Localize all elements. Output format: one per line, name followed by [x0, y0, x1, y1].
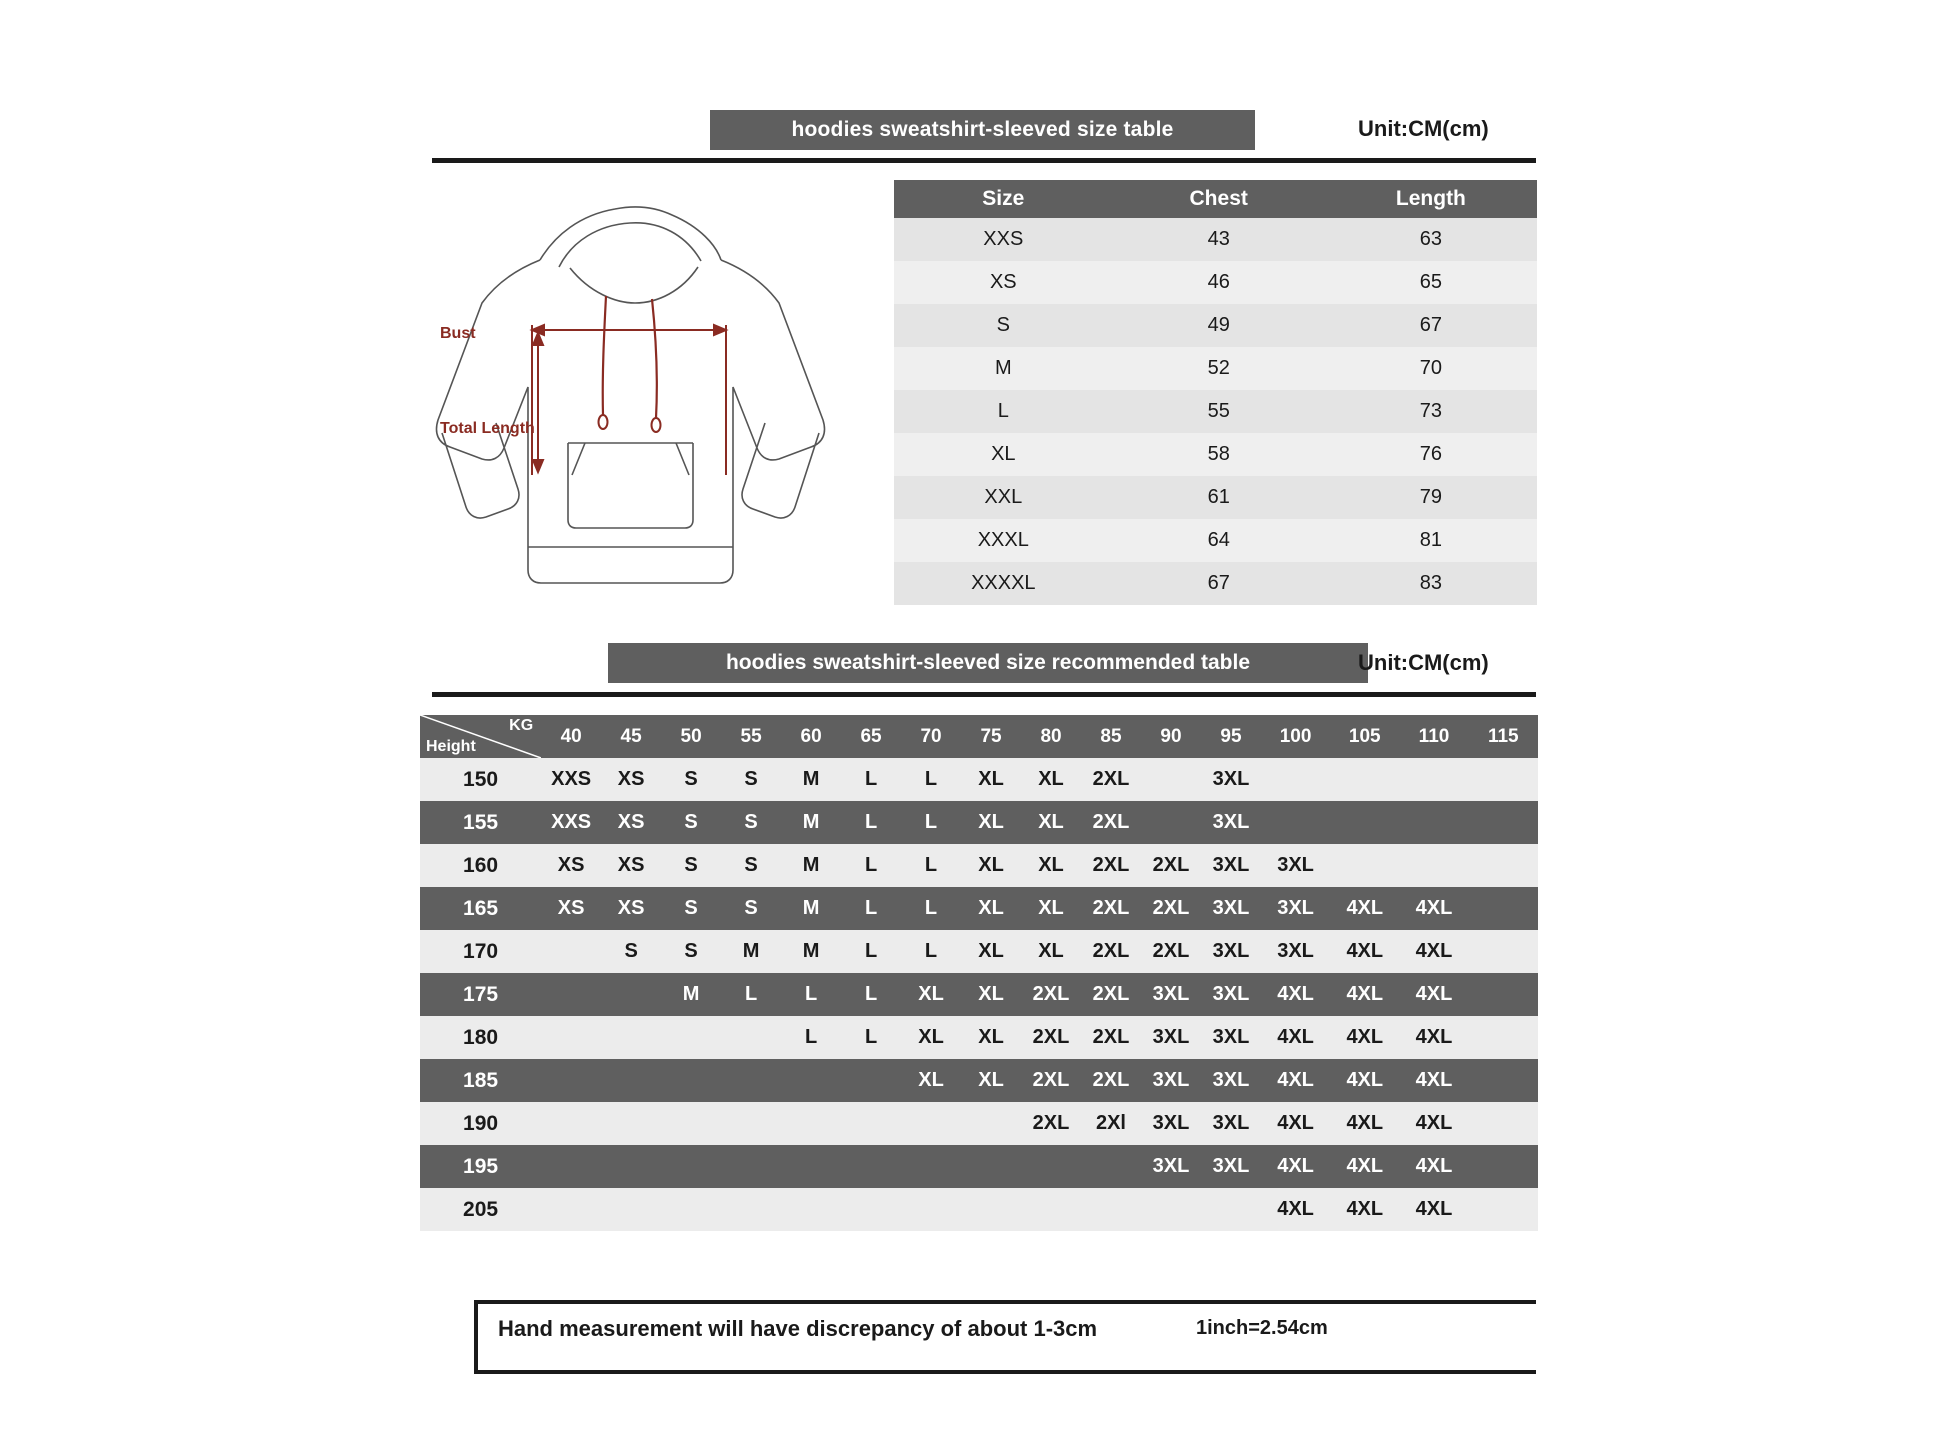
size-cell: XS: [541, 887, 601, 930]
size-cell: 2Xl: [1081, 1102, 1141, 1145]
weight-header: 60: [781, 715, 841, 758]
height-cell: 155: [420, 801, 541, 844]
size-cell: XS: [601, 844, 661, 887]
size-cell: 2XL: [1081, 930, 1141, 973]
kg-axis-label: KG: [509, 717, 534, 734]
size-cell: [781, 1188, 841, 1231]
cell-size: S: [894, 304, 1113, 347]
size-cell: 4XL: [1330, 1188, 1399, 1231]
weight-header: 90: [1141, 715, 1201, 758]
table-row: [894, 304, 1537, 347]
cell-length: 83: [1325, 562, 1537, 605]
size-cell: 2XL: [1021, 1016, 1081, 1059]
size-cell: [1201, 1188, 1261, 1231]
size-cell: 2XL: [1141, 887, 1201, 930]
size-cell: [1330, 844, 1399, 887]
cell-size: XXXXL: [894, 562, 1113, 605]
size-cell: 4XL: [1330, 973, 1399, 1016]
size-cell: L: [721, 973, 781, 1016]
total-length-label: Total Length: [440, 420, 535, 437]
size-cell: 4XL: [1261, 973, 1330, 1016]
size-cell: S: [661, 844, 721, 887]
size-cell: 3XL: [1201, 758, 1261, 801]
cell-size: XS: [894, 261, 1113, 304]
height-cell: 190: [420, 1102, 541, 1145]
height-cell: 175: [420, 973, 541, 1016]
size-cell: S: [661, 801, 721, 844]
size-cell: [1399, 758, 1468, 801]
size-cell: 3XL: [1261, 844, 1330, 887]
size-cell: S: [661, 758, 721, 801]
size-cell: [841, 1145, 901, 1188]
size-cell: 2XL: [1081, 887, 1141, 930]
recommended-table-title: hoodies sweatshirt-sleeved size recommended table: [725, 651, 1250, 674]
size-cell: [1399, 801, 1468, 844]
size-cell: L: [901, 801, 961, 844]
recommended-size-table: [420, 715, 1538, 1231]
size-cell: 4XL: [1399, 973, 1468, 1016]
weight-header: 70: [901, 715, 961, 758]
size-table-title: hoodies sweatshirt-sleeved size table: [791, 118, 1174, 141]
size-cell: [1399, 844, 1468, 887]
size-cell: 2XL: [1141, 844, 1201, 887]
size-cell: 2XL: [1081, 758, 1141, 801]
cell-chest: 61: [1113, 476, 1325, 519]
cell-size: XXXL: [894, 519, 1113, 562]
divider-middle: [432, 692, 1536, 697]
table-row: [420, 930, 1538, 973]
divider-top: [432, 158, 1536, 163]
size-cell: 3XL: [1141, 1145, 1201, 1188]
size-cell: 3XL: [1201, 1016, 1261, 1059]
weight-header: 110: [1399, 715, 1468, 758]
size-cell: XL: [961, 887, 1021, 930]
weight-header: 45: [601, 715, 661, 758]
table-row: [420, 1016, 1538, 1059]
size-cell: [1021, 1188, 1081, 1231]
height-cell: 180: [420, 1016, 541, 1059]
table-row: [420, 973, 1538, 1016]
size-cell: [1469, 1145, 1538, 1188]
size-cell: XL: [961, 1016, 1021, 1059]
size-table: [894, 180, 1537, 605]
size-cell: 4XL: [1399, 887, 1468, 930]
size-cell: [721, 1188, 781, 1231]
size-cell: [601, 1188, 661, 1231]
size-cell: [601, 1102, 661, 1145]
size-cell: [1081, 1188, 1141, 1231]
size-cell: 2XL: [1021, 973, 1081, 1016]
size-cell: 3XL: [1141, 1059, 1201, 1102]
size-cell: [1469, 844, 1538, 887]
weight-header: 50: [661, 715, 721, 758]
size-cell: [841, 1102, 901, 1145]
size-cell: L: [781, 1016, 841, 1059]
size-cell: XL: [961, 801, 1021, 844]
size-cell: [721, 1145, 781, 1188]
size-cell: 3XL: [1141, 973, 1201, 1016]
size-cell: [1469, 887, 1538, 930]
table-row: [420, 887, 1538, 930]
size-cell: [601, 973, 661, 1016]
size-cell: 4XL: [1399, 1145, 1468, 1188]
size-cell: XL: [1021, 758, 1081, 801]
size-cell: [661, 1059, 721, 1102]
hoodie-illustration: [420, 175, 850, 625]
size-cell: 2XL: [1081, 973, 1141, 1016]
weight-header: 40: [541, 715, 601, 758]
cell-chest: 46: [1113, 261, 1325, 304]
size-cell: L: [841, 887, 901, 930]
footer-divider-top: [474, 1300, 1536, 1304]
size-cell: 3XL: [1141, 1016, 1201, 1059]
size-cell: [1469, 1059, 1538, 1102]
size-cell: [661, 1145, 721, 1188]
size-cell: XL: [961, 844, 1021, 887]
cell-length: 67: [1325, 304, 1537, 347]
size-cell: [541, 973, 601, 1016]
table-row: [894, 390, 1537, 433]
size-cell: XL: [961, 758, 1021, 801]
size-cell: [901, 1102, 961, 1145]
table-row: [894, 261, 1537, 304]
size-cell: [1261, 801, 1330, 844]
size-cell: 3XL: [1201, 887, 1261, 930]
size-cell: 4XL: [1399, 1188, 1468, 1231]
size-cell: 4XL: [1399, 1102, 1468, 1145]
size-cell: [901, 1145, 961, 1188]
cell-chest: 49: [1113, 304, 1325, 347]
cell-chest: 58: [1113, 433, 1325, 476]
table-row: [894, 218, 1537, 261]
cell-chest: 52: [1113, 347, 1325, 390]
recommended-table-unit: Unit:CM(cm): [1358, 650, 1489, 675]
cell-chest: 67: [1113, 562, 1325, 605]
size-cell: XS: [601, 758, 661, 801]
size-cell: 3XL: [1201, 844, 1261, 887]
size-cell: XL: [961, 1059, 1021, 1102]
size-cell: 2XL: [1081, 844, 1141, 887]
size-cell: S: [721, 887, 781, 930]
size-cell: M: [781, 801, 841, 844]
recommended-table-title-bar: [608, 643, 1368, 683]
table-row: [420, 1102, 1538, 1145]
size-cell: 4XL: [1261, 1145, 1330, 1188]
cell-size: XXS: [894, 218, 1113, 261]
height-cell: 165: [420, 887, 541, 930]
size-cell: L: [841, 758, 901, 801]
size-cell: [1021, 1145, 1081, 1188]
size-cell: XL: [961, 973, 1021, 1016]
size-cell: XL: [1021, 801, 1081, 844]
size-cell: 3XL: [1201, 1145, 1261, 1188]
size-cell: [541, 1145, 601, 1188]
weight-header: 115: [1469, 715, 1538, 758]
size-cell: [541, 1059, 601, 1102]
size-cell: 4XL: [1261, 1016, 1330, 1059]
cell-length: 65: [1325, 261, 1537, 304]
size-cell: [601, 1145, 661, 1188]
cell-length: 81: [1325, 519, 1537, 562]
weight-header: 95: [1201, 715, 1261, 758]
size-cell: 4XL: [1399, 1016, 1468, 1059]
size-cell: S: [721, 801, 781, 844]
size-cell: 2XL: [1081, 1059, 1141, 1102]
weight-header: 80: [1021, 715, 1081, 758]
size-cell: S: [661, 930, 721, 973]
cell-length: 79: [1325, 476, 1537, 519]
table-row: [894, 433, 1537, 476]
size-cell: 2XL: [1081, 1016, 1141, 1059]
height-cell: 150: [420, 758, 541, 801]
size-cell: [1469, 758, 1538, 801]
size-cell: [661, 1016, 721, 1059]
table-row: [894, 562, 1537, 605]
size-cell: [781, 1145, 841, 1188]
size-cell: [841, 1059, 901, 1102]
size-cell: [1081, 1145, 1141, 1188]
size-cell: [781, 1102, 841, 1145]
size-cell: [541, 1016, 601, 1059]
size-cell: M: [661, 973, 721, 1016]
size-cell: [541, 1102, 601, 1145]
cell-chest: 55: [1113, 390, 1325, 433]
measurement-note: Hand measurement will have discrepancy of about 1-3cm: [498, 1316, 1098, 1341]
size-cell: [1141, 758, 1201, 801]
size-cell: XL: [901, 1059, 961, 1102]
size-cell: XXS: [541, 801, 601, 844]
size-cell: [541, 1188, 601, 1231]
cell-chest: 64: [1113, 519, 1325, 562]
size-cell: [961, 1188, 1021, 1231]
size-cell: XL: [901, 973, 961, 1016]
size-cell: 4XL: [1330, 930, 1399, 973]
size-cell: 2XL: [1021, 1059, 1081, 1102]
weight-header: 55: [721, 715, 781, 758]
size-cell: [1469, 1102, 1538, 1145]
size-cell: [1469, 1188, 1538, 1231]
size-cell: 4XL: [1330, 1102, 1399, 1145]
size-cell: L: [841, 1016, 901, 1059]
footer-divider-left: [474, 1300, 478, 1374]
size-cell: XS: [601, 887, 661, 930]
height-cell: 185: [420, 1059, 541, 1102]
cell-length: 73: [1325, 390, 1537, 433]
size-table-header-chest: Chest: [1113, 180, 1325, 218]
size-cell: 4XL: [1330, 887, 1399, 930]
cell-size: L: [894, 390, 1113, 433]
weight-header: 65: [841, 715, 901, 758]
size-cell: [841, 1188, 901, 1231]
size-cell: L: [901, 930, 961, 973]
size-cell: S: [601, 930, 661, 973]
height-cell: 195: [420, 1145, 541, 1188]
table-row: [894, 347, 1537, 390]
size-cell: 3XL: [1261, 887, 1330, 930]
size-cell: 4XL: [1399, 930, 1468, 973]
size-cell: 4XL: [1261, 1102, 1330, 1145]
size-cell: [1469, 1016, 1538, 1059]
weight-header: 75: [961, 715, 1021, 758]
table-row: [894, 519, 1537, 562]
table-row: [420, 758, 1538, 801]
size-cell: [961, 1102, 1021, 1145]
size-cell: [541, 930, 601, 973]
size-cell: L: [901, 844, 961, 887]
size-cell: [1330, 758, 1399, 801]
recommended-header-row: [420, 715, 1538, 758]
size-cell: [661, 1102, 721, 1145]
size-cell: 4XL: [1261, 1188, 1330, 1231]
size-cell: XL: [1021, 844, 1081, 887]
size-cell: 3XL: [1261, 930, 1330, 973]
size-cell: S: [721, 844, 781, 887]
size-cell: S: [661, 887, 721, 930]
size-cell: [721, 1059, 781, 1102]
size-cell: [601, 1059, 661, 1102]
size-cell: L: [901, 887, 961, 930]
size-cell: L: [781, 973, 841, 1016]
size-cell: 3XL: [1201, 801, 1261, 844]
size-cell: [1141, 801, 1201, 844]
corner-inner: [420, 715, 541, 758]
size-cell: [1469, 930, 1538, 973]
size-cell: L: [841, 930, 901, 973]
size-cell: XL: [1021, 887, 1081, 930]
size-cell: 4XL: [1330, 1145, 1399, 1188]
height-cell: 205: [420, 1188, 541, 1231]
size-table-header-size: Size: [894, 180, 1113, 218]
weight-header: 100: [1261, 715, 1330, 758]
size-cell: [1330, 801, 1399, 844]
table-row: [420, 844, 1538, 887]
size-cell: [721, 1102, 781, 1145]
size-cell: [1469, 973, 1538, 1016]
size-cell: L: [841, 844, 901, 887]
size-cell: [721, 1016, 781, 1059]
height-cell: 170: [420, 930, 541, 973]
height-cell: 160: [420, 844, 541, 887]
size-table-unit: Unit:CM(cm): [1358, 116, 1489, 141]
table-row: [420, 1059, 1538, 1102]
size-cell: L: [841, 801, 901, 844]
size-table-header-length: Length: [1325, 180, 1537, 218]
cell-size: XL: [894, 433, 1113, 476]
unit-conversion-note: 1inch=2.54cm: [1196, 1317, 1328, 1339]
size-cell: [601, 1016, 661, 1059]
footer-divider-bottom: [474, 1370, 1536, 1374]
axis-corner-cell: [420, 715, 541, 758]
size-cell: M: [781, 887, 841, 930]
size-cell: 4XL: [1330, 1059, 1399, 1102]
size-cell: [1469, 801, 1538, 844]
cell-length: 76: [1325, 433, 1537, 476]
hoodie-drawing: [420, 175, 850, 625]
size-cell: XS: [541, 844, 601, 887]
table-row: [420, 1188, 1538, 1231]
table-row: [420, 1145, 1538, 1188]
size-cell: 3XL: [1201, 973, 1261, 1016]
size-cell: 3XL: [1201, 930, 1261, 973]
size-cell: S: [721, 758, 781, 801]
size-cell: [1141, 1188, 1201, 1231]
height-axis-label: Height: [426, 738, 476, 755]
size-cell: [781, 1059, 841, 1102]
cell-length: 70: [1325, 347, 1537, 390]
weight-header: 105: [1330, 715, 1399, 758]
size-cell: [961, 1145, 1021, 1188]
size-cell: [1261, 758, 1330, 801]
size-cell: L: [901, 758, 961, 801]
size-cell: 4XL: [1330, 1016, 1399, 1059]
size-cell: M: [721, 930, 781, 973]
size-cell: 3XL: [1201, 1059, 1261, 1102]
size-cell: L: [841, 973, 901, 1016]
size-cell: 3XL: [1141, 1102, 1201, 1145]
size-cell: M: [781, 844, 841, 887]
size-cell: XL: [1021, 930, 1081, 973]
cell-length: 63: [1325, 218, 1537, 261]
size-cell: 4XL: [1261, 1059, 1330, 1102]
size-cell: XS: [601, 801, 661, 844]
weight-header: 85: [1081, 715, 1141, 758]
size-cell: [661, 1188, 721, 1231]
size-cell: XL: [901, 1016, 961, 1059]
size-table-header-row: [894, 180, 1537, 218]
size-cell: XL: [961, 930, 1021, 973]
table-row: [420, 801, 1538, 844]
size-table-title-bar: [710, 110, 1255, 150]
cell-size: M: [894, 347, 1113, 390]
size-cell: 2XL: [1021, 1102, 1081, 1145]
size-cell: XXS: [541, 758, 601, 801]
cell-size: XXL: [894, 476, 1113, 519]
cell-chest: 43: [1113, 218, 1325, 261]
size-cell: M: [781, 758, 841, 801]
size-cell: 4XL: [1399, 1059, 1468, 1102]
size-cell: [901, 1188, 961, 1231]
table-row: [894, 476, 1537, 519]
size-cell: 2XL: [1081, 801, 1141, 844]
size-cell: 3XL: [1201, 1102, 1261, 1145]
size-cell: M: [781, 930, 841, 973]
bust-label: Bust: [440, 325, 476, 342]
size-cell: 2XL: [1141, 930, 1201, 973]
